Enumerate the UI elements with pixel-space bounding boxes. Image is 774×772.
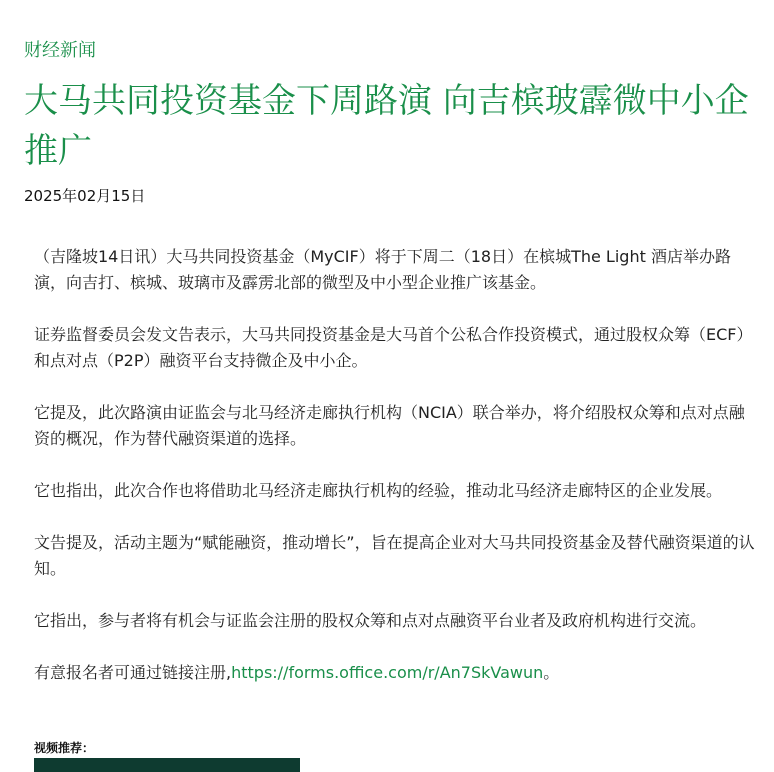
publish-date: 2025年02月15日 bbox=[24, 187, 146, 205]
registration-suffix: 。 bbox=[543, 663, 560, 682]
headline: 大马共同投资基金下周路演 向吉槟玻霹微中小企推广 bbox=[24, 81, 749, 171]
paragraph: 证券监督委员会发文告表示，大马共同投资基金是大马首个公私合作投资模式，通过股权众筹（ECF）和点对点（P2P）融资平台支持微企及中小企。 bbox=[34, 325, 753, 370]
category-label[interactable]: 财经新闻 bbox=[24, 40, 96, 61]
paragraph: 它也指出，此次合作也将借助北马经济走廊执行机构的经验，推动北马经济走廊特区的企业发展。 bbox=[34, 481, 723, 500]
video-thumbnail-bar[interactable] bbox=[34, 758, 300, 772]
registration-paragraph bbox=[34, 660, 756, 686]
paragraph: 它提及，此次路演由证监会与北马经济走廊执行机构（NCIA）联合举办，将介绍股权众筹和点对点融资的概况，作为替代融资渠道的选择。 bbox=[34, 403, 745, 448]
paragraph: 文告提及，活动主题为“赋能融资，推动增长”，旨在提高企业对大马共同投资基金及替代融资渠道的认知。 bbox=[34, 533, 755, 578]
article-body bbox=[34, 244, 756, 712]
video-recommend-label: 视频推荐： bbox=[34, 741, 95, 755]
paragraph: （吉隆坡14日讯）大马共同投资基金（MyCIF）将于下周二（18日）在槟城The Light 酒店举办路演，向吉打、槟城、玻璃市及霹雳北部的微型及中小型企业推广该基金。 bbox=[34, 247, 731, 292]
registration-link[interactable]: https://forms.office.com/r/An7SkVawun bbox=[231, 663, 544, 682]
paragraph: 它指出，参与者将有机会与证监会注册的股权众筹和点对点融资平台业者及政府机构进行交流。 bbox=[34, 611, 707, 630]
registration-prefix: 有意报名者可通过链接注册, bbox=[34, 663, 232, 682]
